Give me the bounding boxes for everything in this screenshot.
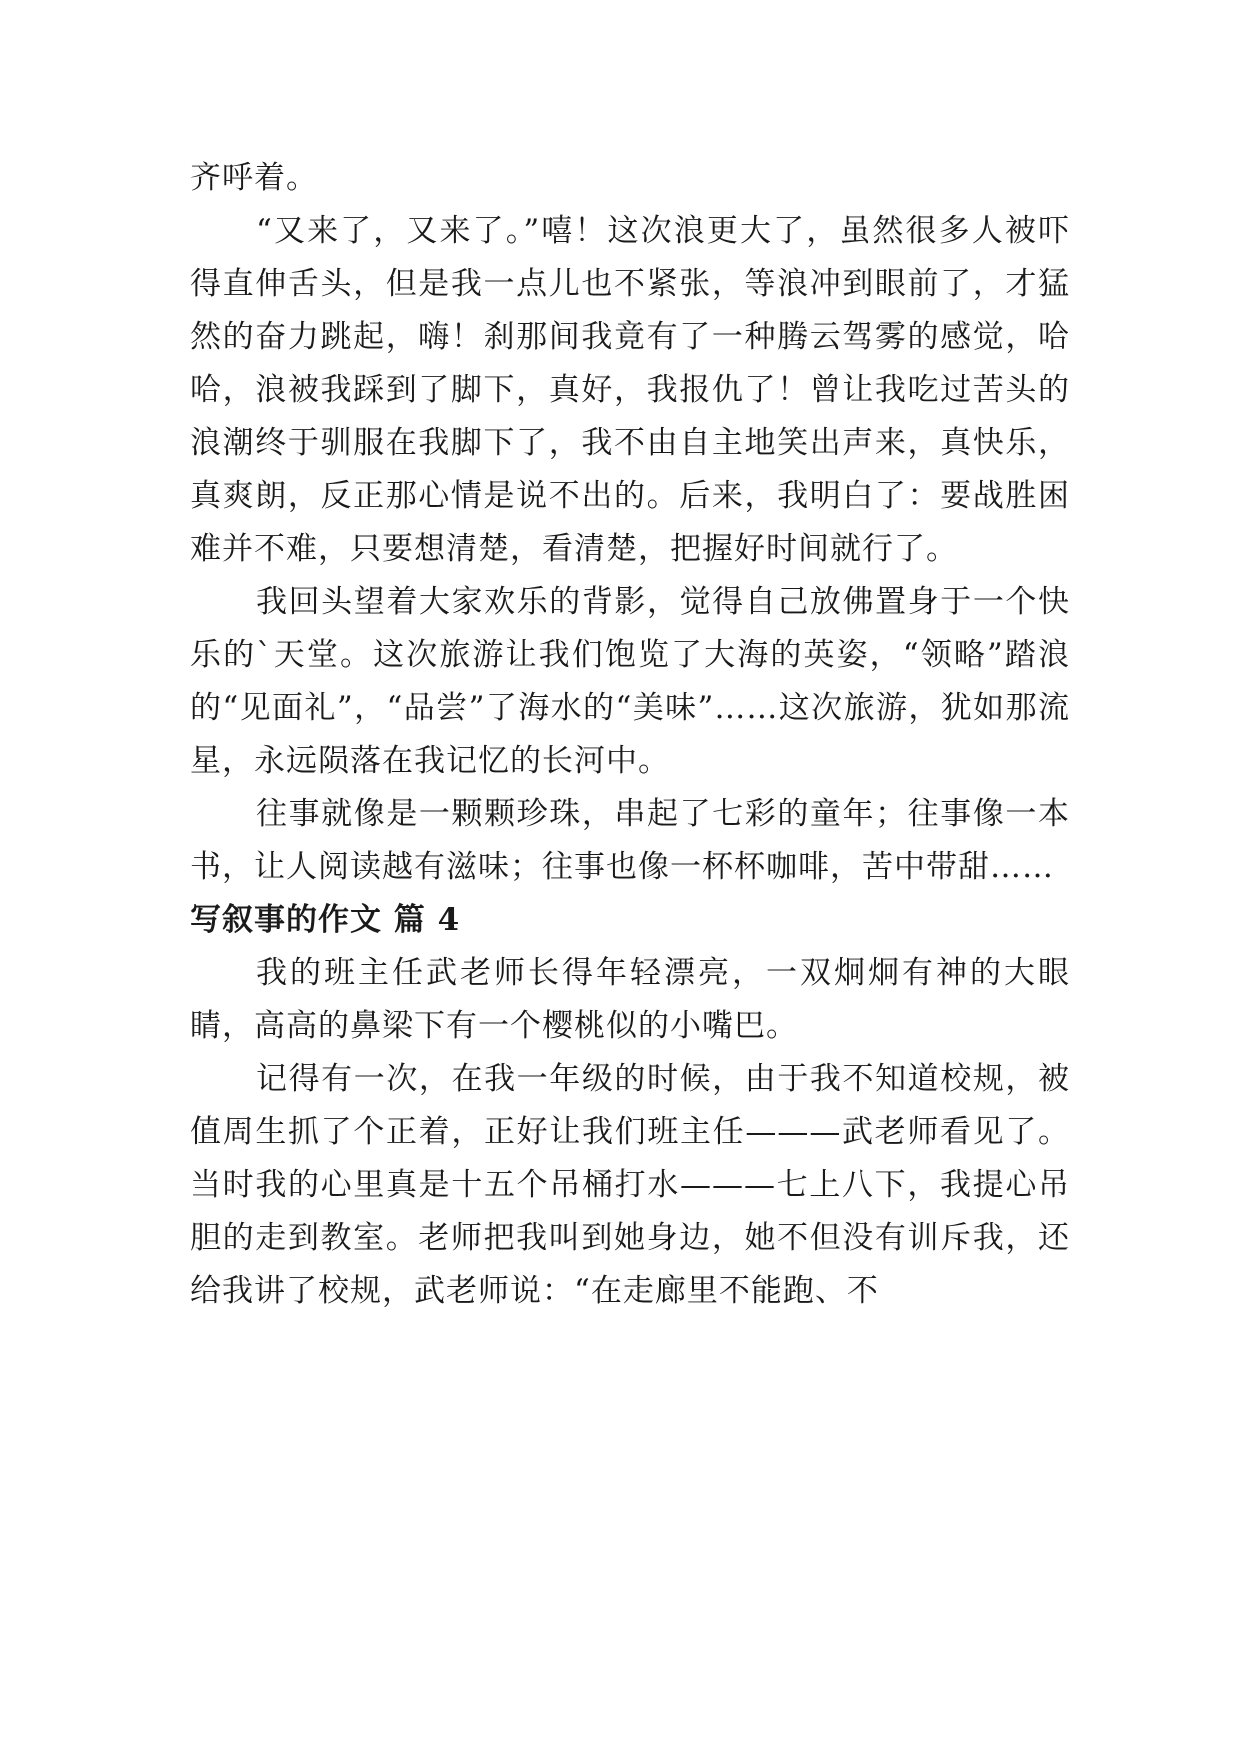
paragraph-1: 齐呼着。 xyxy=(190,160,318,196)
paragraph-4: 往事就像是一颗颗珍珠，串起了七彩的童年；往事像一本书，让人阅读越有滋味；往事也像一杯杯咖啡，苦中带甜…… xyxy=(190,796,1070,885)
paragraph-3: 我回头望着大家欢乐的背影，觉得自己放佛置身于一个快乐的`天堂。这次旅游让我们饱览了大海的英姿，“领略”踏浪的“见面礼”，“品尝”了海水的“美味”……这次旅游，犹如那流星，永远陨落在我记忆的长河中。 xyxy=(190,584,1070,779)
section-paragraph-2: 记得有一次，在我一年级的时候，由于我不知道校规，被值周生抓了个正着，正好让我们班主任———武老师看见了。当时我的心里真是十五个吊桶打水———七上八下，我提心吊胆的走到教室。老师把我叫到她身边，她不但没有训斥我，还给我讲了校规，武老师说：“在走廊里不能跑、不 xyxy=(190,1061,1070,1309)
section-heading: 写叙事的作文 篇 4 xyxy=(190,902,461,938)
section-paragraph-1: 我的班主任武老师长得年轻漂亮，一双炯炯有神的大眼睛，高高的鼻梁下有一个樱桃似的小嘴巴。 xyxy=(190,955,1070,1044)
paragraph-2: “又来了，又来了。”嘻！这次浪更大了，虽然很多人被吓得直伸舌头，但是我一点儿也不紧张，等浪冲到眼前了，才猛然的奋力跳起，嗨！刹那间我竟有了一种腾云驾雾的感觉，哈哈，浪被我踩到了脚下，真好，我报仇了！曾让我吃过苦头的浪潮终于驯服在我脚下了，我不由自主地笑出声来，真快乐，真爽朗，反正那心情是说不出的。后来，我明白了：要战胜困难并不难，只要想清楚，看清楚，把握好时间就行了。 xyxy=(190,213,1070,567)
document-body xyxy=(190,152,1070,1318)
